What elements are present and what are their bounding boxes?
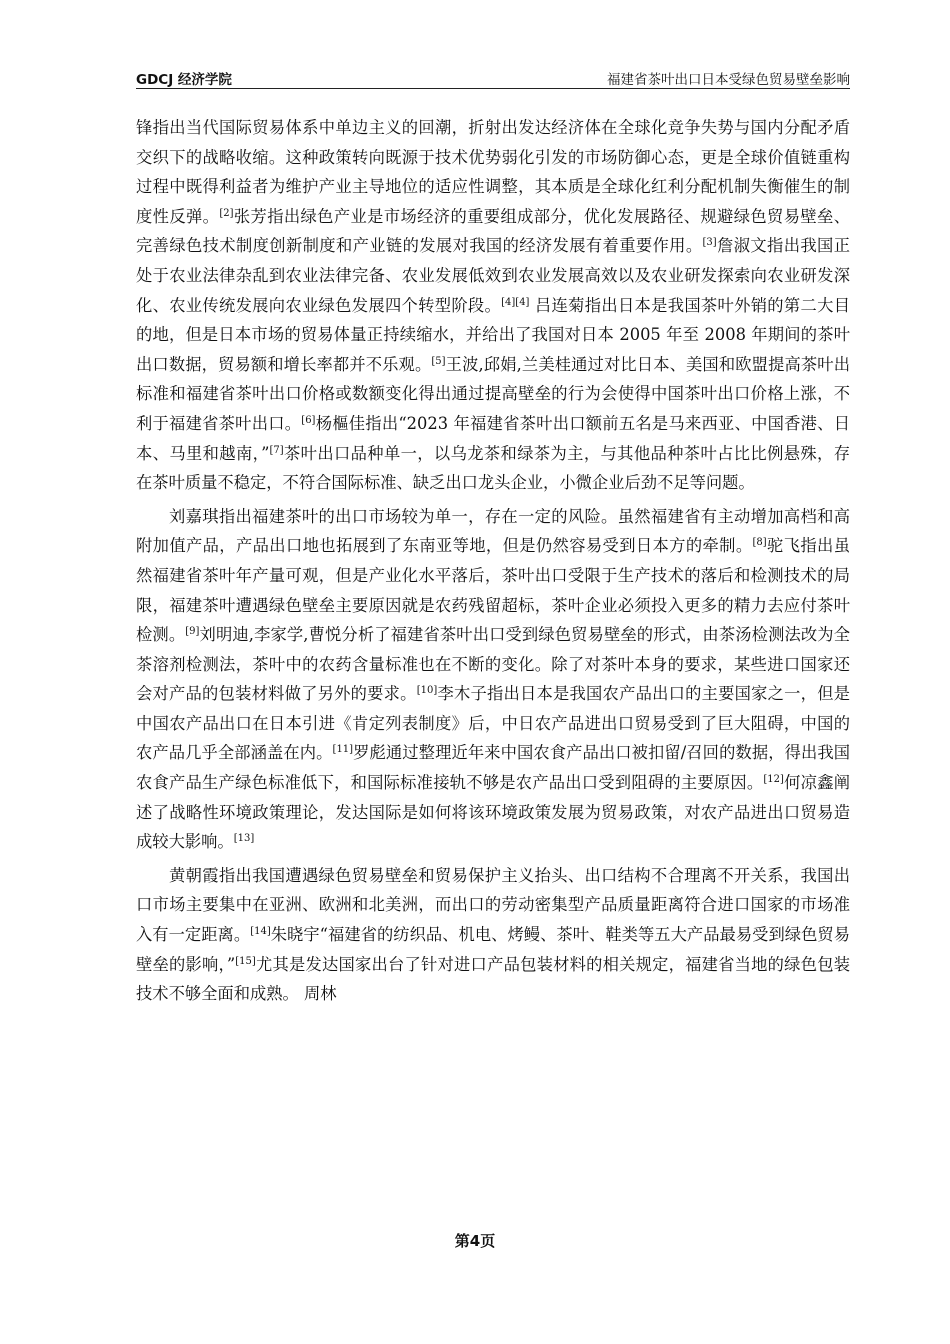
text-run: 尤其是发达国家出台了针对进口产品包装材料的相关规定，福建省当地的绿色包装技术不够全面和成熟。 周林 [136, 954, 850, 1004]
citation-ref: [6] [301, 414, 316, 426]
page-header [136, 66, 850, 89]
citation-ref: [8] [752, 537, 767, 549]
header-institution: GDCJ 经济学院 [136, 72, 232, 88]
text-run: 朱晓宇“福建省的纺织品、机电、烤鳗、茶叶、鞋类等五大产品最易受到绿色贸易壁垒的影响，” [136, 925, 850, 974]
citation-ref: [7] [269, 444, 284, 456]
paragraph [136, 502, 850, 857]
citation-ref: [5] [431, 355, 446, 367]
paragraph [136, 113, 850, 498]
citation-ref: [9] [185, 626, 200, 638]
citation-ref: [4][4] [501, 296, 530, 308]
citation-ref: [14] [250, 926, 271, 938]
text-run: 刘明迪,李家学,曹悦分析了福建省茶叶出口受到绿色贸易壁垒的形式，由茶汤检测法改为全茶溶剂检测法，茶叶中的农药含量标准也在不断的变化。除了对茶叶本身的要求，某些进口国家还会对产品的包装材料做了另外的要求。 [136, 625, 850, 704]
paragraph [136, 861, 850, 1009]
text-run: 刘嘉琪指出福建茶叶的出口市场较为单一，存在一定的风险。虽然福建省有主动增加高档和高附加值产品，产品出口地也拓展到了东南亚等地，但是仍然容易受到日本方的牵制。 [136, 506, 850, 556]
header-title: 福建省茶叶出口日本受绿色贸易壁垒影响 [607, 72, 850, 88]
text-run: 锋指出当代国际贸易体系中单边主义的回潮，折射出发达经济体在全球化竞争失势与国内分配矛盾交织下的战略收缩。这种政策转向既源于技术优势弱化引发的市场防御心态，更是全球价值链重构过程中既得利益者为维护产业主导地位的适应性调整，其本质是全球化红利分配机制失衡催生的制度性反弹。 [136, 118, 850, 226]
text-run: 吕连菊指出日本是我国茶叶外销的第二大目的地，但是日本市场的贸易体量正持续缩水，并给出了我国对日本 2005 年至 2008 年期间的茶叶出口数据，贸易额和增长率都并不乐观。 [136, 295, 850, 374]
citation-ref: [13] [233, 833, 255, 845]
text-run: 茶叶出口品种单一，以乌龙茶和绿茶为主，与其他品种茶叶占比比例悬殊，存在茶叶质量不稳定，不符合国际标准、缺乏出口龙头企业，小微企业后劲不足等问题。 [136, 443, 850, 493]
citation-ref: [15] [235, 955, 256, 967]
text-run: 杨樞佳指出“2023 年福建省茶叶出口额前五名是马来西亚、中国香港、日本、马里和越南，” [136, 413, 850, 463]
text-run: 罗彪通过整理近年来中国农食产品出口被扣留/召回的数据，得出我国农食产品生产绿色标准低下，和国际标准接轨不够是农产品出口受到阻碍的主要原因。 [136, 743, 850, 793]
text-run: 王波,邱娟,兰美桂通过对比日本、美国和欧盟提高茶叶出标准和福建省茶叶出口价格或数额变化得出通过提高壁垒的行为会使得中国茶叶出口价格上涨，不利于福建省茶叶出口。 [136, 354, 850, 433]
citation-ref: [2] [219, 207, 234, 219]
body-text [136, 113, 850, 1009]
page-number: 第4页 [454, 1232, 496, 1250]
text-run: 詹淑文指出我国正处于农业法律杂乱到农业法律完备、农业发展低效到农业发展高效以及农业研发探索向农业研发深化、农业传统发展向农业绿色发展四个转型阶段。 [136, 236, 850, 315]
citation-ref: [12] [763, 774, 784, 786]
text-run: 驼飞指出虽然福建省茶叶年产量可观，但是产业化水平落后，茶叶出口受限于生产技术的落后和检测技术的局限，福建茶叶遭遇绿色壁垒主要原因就是农药残留超标，茶叶企业必须投入更多的精力去应付茶叶检测。 [136, 536, 850, 645]
text-run: 何凉鑫阐述了战略性环境政策理论，发达国际是如何将该环境政策发展为贸易政策，对农产品进出口贸易造成较大影响。 [136, 773, 850, 852]
text-run: 张芳指出绿色产业是市场经济的重要组成部分，优化发展路径、规避绿色贸易壁垒、完善绿色技术制度创新制度和产业链的发展对我国的经济发展有着重要作用。 [136, 206, 850, 256]
text-run: 黄朝霞指出我国遭遇绿色贸易壁垒和贸易保护主义抬头、出口结构不合理离不开关系，我国出口市场主要集中在亚洲、欧洲和北美洲，而出口的劳动密集型产品质量距离符合进口国家的市场准入有一定距离。 [136, 865, 850, 945]
citation-ref: [11] [332, 744, 354, 756]
citation-ref: [10] [416, 685, 438, 697]
citation-ref: [3] [702, 237, 717, 249]
text-run: 李木子指出日本是我国农产品出口的主要国家之一，但是中国农产品出口在日本引进《肯定列表制度》后，中日农产品进出口贸易受到了巨大阻碍，中国的农产品几乎全部涵盖在内。 [136, 684, 850, 763]
